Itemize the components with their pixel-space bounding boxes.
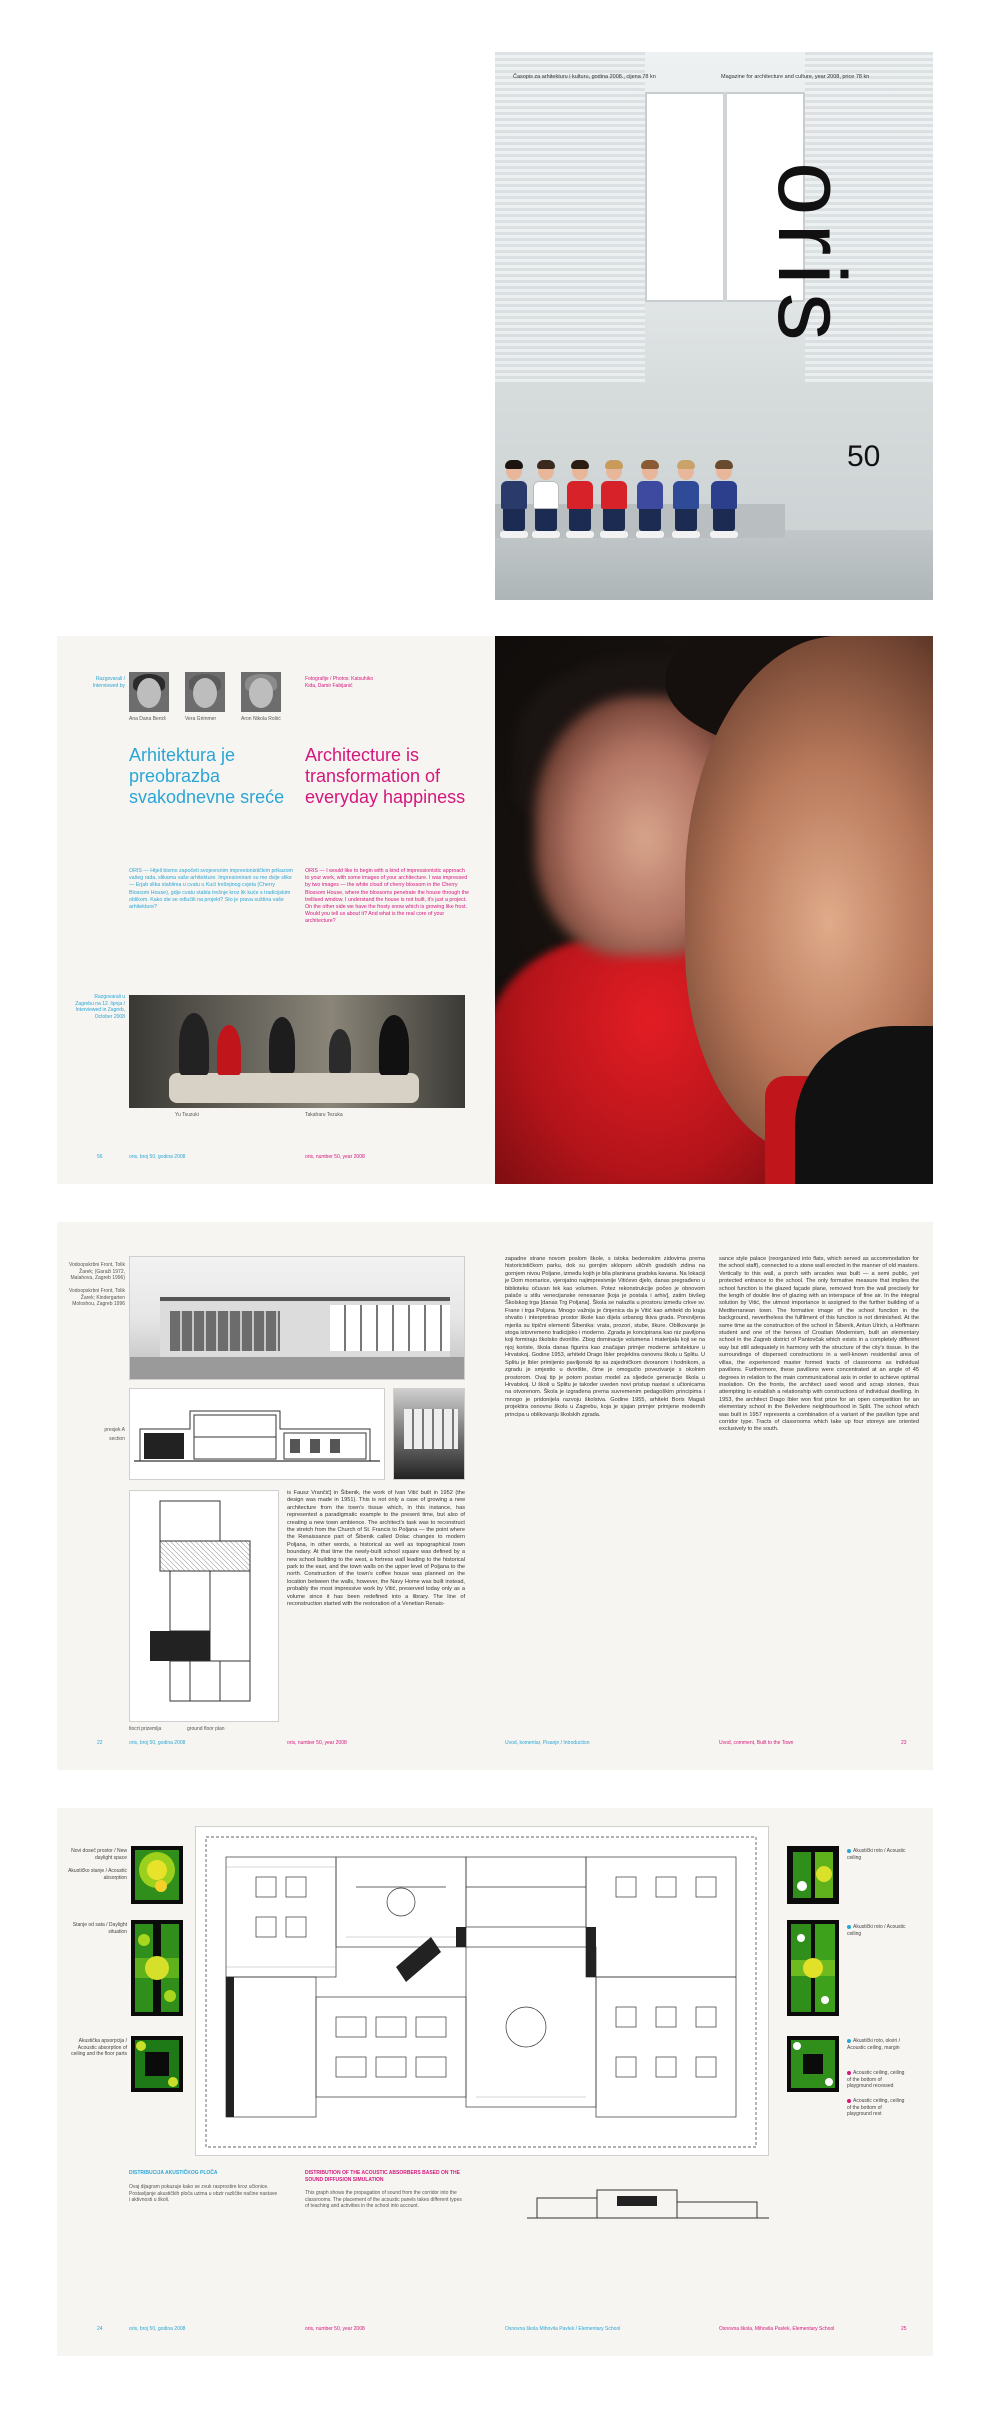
legend-item bbox=[847, 2098, 907, 2118]
legend-text: Akustički roto / Acoustic ceiling bbox=[847, 1924, 906, 1937]
portrait-photo bbox=[241, 672, 281, 712]
legend-item bbox=[847, 2038, 907, 2051]
ground-floor-plan bbox=[129, 1490, 279, 1722]
child-figure bbox=[671, 462, 701, 538]
child-figure bbox=[531, 462, 561, 538]
cover-header-hr: Časopis za arhitekturu i kulturu, godina 2008., cijena 78 kn bbox=[513, 74, 656, 80]
heatmap-label: Akustičko stanje / Acoustic absorption bbox=[68, 1868, 127, 1881]
footer-left: oris, broj 50, godina 2008 bbox=[129, 2326, 186, 2332]
legend-dot bbox=[847, 1849, 851, 1853]
page-number: 25 bbox=[901, 2326, 907, 2332]
acoustic-heatmap bbox=[131, 2036, 183, 2092]
legend-text: Acoustic ceiling, ceiling of the bottom of playground recessed bbox=[847, 2070, 905, 2089]
interview-spread bbox=[57, 636, 933, 1184]
legend-text: Akustički roto, okviri / Acoustic ceiling, margin bbox=[847, 2038, 900, 2051]
child-figure bbox=[709, 462, 739, 538]
interview-date-label: Razgovarali u Zagrebu na 12. lipnja / Interviewed in Zagreb, October 2008 bbox=[75, 994, 125, 1020]
footer-right: Uvod, comment, Built to the Town bbox=[719, 1740, 794, 1746]
elevation-drawing bbox=[527, 2178, 769, 2228]
section-drawing bbox=[129, 1388, 385, 1480]
legend-dot bbox=[847, 1925, 851, 1929]
caption-title-hr: DISTRIBUCIJA AKUSTIČKOG PLOČA bbox=[129, 2170, 218, 2176]
margin-note: Vodoopskrbni Front, Tolik Žarek; (Garaži 1972, Malahova, Zagreb 1996) bbox=[68, 1262, 125, 1281]
article-column: is Fausz Vrančić] in Šibenik, the work of Ivan Vitić built in 1952 (the design was made in 1951). This is not only a case of growing a new architecture from the town's tissue which, in this instance, has represented a paradigmatic example to the present time, but also of creating a new town ambience. The architect's task was to reconstruct the stretch from the Church of St. Francis to Poljana — the point where the Renaissance part of Šibenik called Dolac changes to modern Poljana, in other words, a historical as well as topographical town boundary. At that time the newly-built school square was defined by a new school building to the west, a fortress wall leading to the historical park to the east, and the town walls on the upper level of Poljana to the north. Construction of the town's coffee house was planned on the location between the walls, however, the Navy Home was built instead, probably the most impressive work by Vitić, preserved today only as a volume since it has been redefined into a library. The line of reconstruction started with the restoration of a Venetian Renais- bbox=[287, 1490, 465, 1608]
child-figure bbox=[599, 462, 629, 538]
legend-text: Akustički roto / Acoustic ceiling bbox=[847, 1848, 906, 1861]
page-number: 56 bbox=[97, 1154, 103, 1160]
margin-note: Vodoopskrbni Front, Tolik Žarek; Kindergarten Moloshou, Zagreb 1996 bbox=[68, 1288, 125, 1307]
plan-spread bbox=[57, 1808, 933, 2356]
footer-left-en: oris, number 50, year 2008 bbox=[305, 2326, 365, 2332]
footer-left: oris, broj 50, godina 2008 bbox=[129, 1154, 186, 1160]
caption-title-en: DISTRIBUTION OF THE ACOUSTIC ABSORBERS BASED ON THE SOUND DIFFUSION SIMULATION bbox=[305, 2170, 460, 2183]
page-number: 23 bbox=[901, 1740, 907, 1746]
plan-label: tlocrt prizemlja bbox=[129, 1726, 162, 1732]
section-label: section bbox=[109, 1436, 125, 1442]
portrait-photo bbox=[185, 672, 225, 712]
heatmap-label: Novi doseč prostor / New daylight space bbox=[71, 1848, 127, 1861]
legend-dot bbox=[847, 2099, 851, 2103]
caption-en: This graph shows the propagation of sound from the corridor into the classrooms. The placement of the acoustic panels takes different types of teaching and activities in the school into account. bbox=[305, 2190, 462, 2209]
child-figure bbox=[499, 462, 529, 538]
portrait-closeup-photo bbox=[495, 636, 933, 1184]
meeting-caption: Takaharu Tezuka bbox=[305, 1112, 343, 1118]
article-column: zapadne strane novom poslom škole, s istoka bedemskim zidovima prema historicističkom parku, dok su gornjim sklopom uličnih gradskih zidina na gornjem nivou Poljane, između kojih je bila planirana gradska kavana. Na lokaciji je Dom mornarice, vjerojatno najimpresivnije Vitićevo djelo, danas pregrađeno u biblioteku očuvan tek kao volumen. Potez rekonstrukcije počeo je obnovom palače u stilu venecijanske renesanse [koja je postala i arhiv], zatim bivšeg Školskog trga [danas Trg Poljana]. Škola se nalazila u prostoru između crkve sv. Frane i trga Poljana. Mnogo važnija je činjenica da je Vitić kao arhitekt do kraja shvatio i interpretirao prostor škole kao dijela urbanog tkiva grada. Ponovljena mjerila su tipični elementi Šibenika: vrata, prozori, stube, škure. Oblikovanje je stoga istovremeno tradicijsko i moderno. Zgrada je koncipirana kao niz paviljona koji formiraju školsko dvorište. Zbog dominacije volumena i materijala koji se na njoj koriste, škola danas figurira kao značajan primjer moderne arhitekture u Hrvatskoj. Godine 1953, arhitekt Drago Ibler projektira osnovnu školu u Splitu. U Splitu je Ibler primijenio paviljonski tip sa zajedničkom dvoranom i hodnikom, a zgradu je smjestio u dvorište, čime je omogućio povezivanje s okolnim prostorom. Ovaj tip je potom postao model za sljedeće generacije škola u Hrvatskoj. U školi u Splitu je također uveden novi pristup nastavi s učionicama na otvorenom. Škola je izgrađena prema suvremenim pedagoškim principima i mnogo je pridonijela razvoju školstva. Godine 1955, arhitekt Boris Magaš projektira osnovnu školu u Zagrebu, koja je sjajan primjer primjene modernih principa u oblikovanju školskih zgrada. bbox=[505, 1256, 705, 1418]
magazine-cover bbox=[495, 52, 933, 600]
footer-left-en: oris, number 50, year 2008 bbox=[287, 1740, 347, 1746]
photo-credit: Fotografije / Photos: Katsuhiko Kida, Damir Fabijanić bbox=[305, 676, 374, 689]
footer-right: Osnovna škola, Mihovila Pavlek, Elementary School bbox=[719, 2326, 835, 2332]
legend-item bbox=[847, 1924, 907, 1937]
legend-item bbox=[847, 2070, 907, 2090]
article-column: sance style palace (reorganized into flats, which served as accommodation for the school staff), connected to a stone wall erected in the manner of old masters. Vertically to this wall, a porch with arcades was built — a semi public, yet protected entrance to the school. The only formative measure that implies the school function is the glazed façade plane, removed from the wall precisely for the length of double line of glazing with an interspace of fine air. In the integral solution by Vitić, the utmost importance is assigned to the further building of a Mediterranean town. The formative image of the school function in the background, nevertheless the fulfilment of this function is not diminished. At the same time as the construction of the school in Šibenik, Antun Ulrich, a Hoffmann student and one of the heroes of Croatian Modernism, built an elementary school in the Zagreb district of Pantovčak which exists in a completely different way but still adequately in harmony with the structure of the city's tissue. In the surroundings of dispersed constructions in a well-known residential area of villas, the experienced master formed tracts of classrooms as individual pavilions. Furthermore, these pavilions were concentrated at an angle of 45 degrees in relation to the main communicational axis in order to achieve optimal insolation. On the fronts, the architect used wood and scrap stones, thus attempting to establish a relationship with constructions of individual dwelling. In 1953, the architect Drago Ibler won first prize for an open competition for an elementary school in the Belvedere neighbourhood in Split. The school which was built in 1957 represents a combination of a variant of the pavilion type and corridor type. Tracts of classrooms which take up four storeys are oriented exclusively to the south. bbox=[719, 1256, 919, 1433]
footer-right: oris, number 50, year 2008 bbox=[305, 1154, 365, 1160]
footer-right-hr: Uvod, komentar, Pisanje / Introduction bbox=[505, 1740, 590, 1746]
acoustic-heatmap bbox=[131, 1920, 183, 2016]
portrait-photo bbox=[129, 672, 169, 712]
footer-left: oris, broj 50, godina 2008 bbox=[129, 1740, 186, 1746]
legend-dot bbox=[847, 2039, 851, 2043]
heatmap-label: Akustička apsorpcija / Acoustic absorption of ceiling and the floor parts bbox=[71, 2038, 127, 2057]
school-photo bbox=[129, 1256, 465, 1380]
child-figure bbox=[635, 462, 665, 538]
portrait-caption: Vera Grimmer bbox=[185, 716, 217, 722]
portrait-caption: Ana Dana Beroš bbox=[129, 716, 166, 722]
heatmap-label: Stanje od sata / Daylight situation bbox=[72, 1922, 127, 1935]
title-croatian: Arhitektura je preobrazba svakodnevne sreće bbox=[129, 745, 285, 807]
cover-header-en: Magazine for architecture and culture, year 2008, price 78 kn bbox=[721, 74, 870, 80]
title-english: Architecture is transformation of everyday happiness bbox=[305, 745, 466, 807]
interior-photo bbox=[393, 1388, 465, 1480]
acoustic-heatmap bbox=[787, 1920, 839, 2016]
cover-floor bbox=[495, 530, 933, 600]
issue-number: 50 bbox=[847, 440, 881, 473]
cover-blind-left bbox=[495, 52, 645, 382]
acoustic-heatmap bbox=[131, 1846, 183, 1904]
caption-hr: Ovaj dijagram pokazuje kako se zvuk rasprostire kroz učionice. Postavljanje akustičkih ploča uzima u obzir različite načine nastave i aktivnosti u školi. bbox=[129, 2184, 278, 2203]
page-number: 22 bbox=[97, 1740, 103, 1746]
acoustic-heatmap bbox=[787, 1846, 839, 1904]
legend-item bbox=[847, 1848, 907, 1861]
meeting-caption: Yu Tsuzuki bbox=[175, 1112, 199, 1118]
site-floor-plan bbox=[195, 1826, 769, 2156]
section-label: presjek A bbox=[104, 1427, 125, 1433]
interviewer-label: Razgovarali / Interviewed by bbox=[92, 676, 125, 689]
footer-right-hr: Osnovna škola Mihovila Pavlek / Elementary School bbox=[505, 2326, 621, 2332]
acoustic-heatmap bbox=[787, 2036, 839, 2092]
page-number: 24 bbox=[97, 2326, 103, 2332]
plan-label: ground floor plan bbox=[187, 1726, 225, 1732]
legend-text: Acoustic ceiling, ceiling of the bottom of playground rest bbox=[847, 2098, 905, 2117]
intro-english: ORIS — I would like to begin with a kind of impressionistic approach to your work, with some images of your architecture. I was impressed by two images — the white cloud of cherry blossom in the Cherry Blossom House, where the blossoms penetrate the house through the trellised window. I understand the house is not built, it's just a project. On the other side we have the frosty snow which is growing like frost. Would you tell us about it? And what is the real core of your architecture? bbox=[305, 868, 470, 925]
portrait-caption: Aron Nikola Rošić bbox=[241, 716, 281, 722]
child-figure bbox=[565, 462, 595, 538]
oris-logo: oris bbox=[758, 162, 865, 349]
intro-croatian: ORIS — Htjeli bismo započeti svojevrsnim impresionističkim prikazom vašeg rada, slikama vaše arhitekture. Impresionirani su me dvije slike — Erjab slika stablima u cvatu u Kući trešnjinog cvjeta (Cherry Blossom House), gdje cvatu stabla trešnje kroz lik kuće s tradicijskim oblikom. Kako ste se odlučili na projekt? Sto je prava suština vaše arhitekture? bbox=[129, 868, 293, 911]
meeting-photo bbox=[129, 995, 465, 1108]
article-spread bbox=[57, 1222, 933, 1770]
legend-dot bbox=[847, 2071, 851, 2075]
